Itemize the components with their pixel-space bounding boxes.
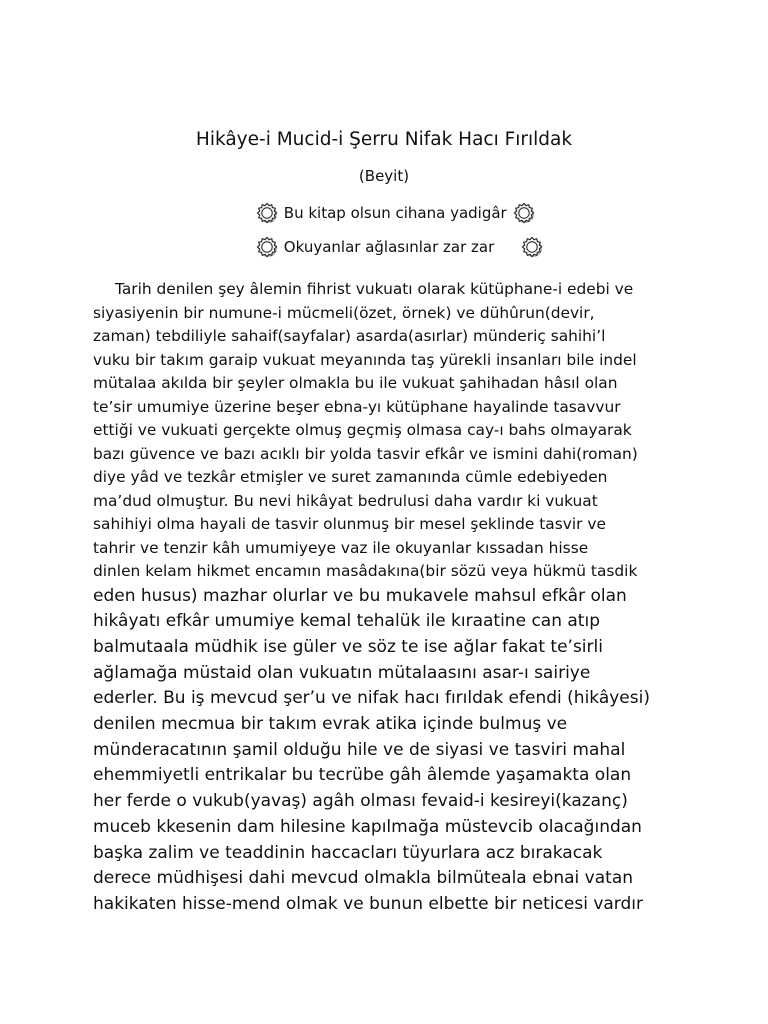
sun-ornament-icon bbox=[256, 202, 278, 224]
verse-line-2 bbox=[256, 234, 543, 258]
body-line: hikâyatı efkâr umumiye kemal tehalük ile kıraatine can atıp bbox=[93, 611, 600, 632]
body-line: siyasiyenin bir numune-i mücmeli(özet, örnek) ve dühûrun(devir, bbox=[93, 303, 595, 322]
body-line: ederler. Bu iş mevcud şer’u ve nifak hacı fırıldak efendi (hikâyesi) bbox=[93, 688, 650, 709]
body-line: muceb kkesenin dam hilesine kapılmağa müstevcib olacağından bbox=[93, 816, 642, 837]
body-paragraph bbox=[93, 278, 693, 918]
body-line: zaman) tebdiliyle sahaif(sayfalar) asarda(asırlar) münderiç sahihi’l bbox=[93, 327, 606, 345]
document-subtitle: (Beyit) bbox=[358, 167, 410, 185]
sun-ornament-icon bbox=[513, 202, 535, 224]
body-line: eden husus) mazhar olurlar ve bu mukavele mahsul efkâr olan bbox=[93, 585, 627, 606]
document-title: Hikâye-i Mucid-i Şerru Nifak Hacı Fırıldak bbox=[195, 129, 573, 150]
body-line: ma’dud olmuştur. Bu nevi hikâyat bedrulusi daha vardır ki vukuat bbox=[93, 491, 598, 510]
body-line: te’sir umumiye üzerine beşer ebna-yı kütüphane hayalinde tasavvur bbox=[93, 397, 621, 416]
body-line: bazı güvence ve bazı acıklı bir yolda tasvir efkâr ve ismini dahi(roman) bbox=[93, 444, 638, 463]
body-line: dinlen kelam hikmet encamın masâdakına(bir sözü veya hükmü tasdik bbox=[93, 562, 638, 580]
body-line: derece müdhişesi dahi mevcud olmakla bilmüteala ebnai vatan bbox=[93, 868, 634, 889]
body-line: Tarih denilen şey âlemin fihrist vukuatı olarak kütüphane-i edebi ve bbox=[115, 280, 634, 298]
body-line: mütalaa akılda bir şeyler olmakla bu ile vukuat şahihadan hâsıl olan bbox=[93, 374, 618, 392]
body-line: sahihiyi olma hayali de tasvir olunmuş bir mesel şeklinde tasvir ve bbox=[93, 515, 606, 533]
body-line: hakikaten hisse-mend olmak ve bunun elbette bir neticesi vardır bbox=[93, 893, 644, 914]
body-line: başka zalim ve teaddinin haccacları tüyurlara acz bırakacak bbox=[93, 842, 603, 863]
verse-line-1 bbox=[256, 200, 535, 224]
verse-text: Bu kitap olsun cihana yadigâr bbox=[283, 203, 507, 222]
body-line: vuku bir takım garaip vukuat meyanında taş yürekli insanları bile indel bbox=[93, 350, 637, 369]
body-line: diye yâd ve tezkâr etmişler ve suret zamanında cümle edebiyeden bbox=[93, 468, 608, 486]
verse-text: Okuyanlar ağlasınlar zar zar bbox=[283, 237, 495, 256]
body-line: balmutaala müdhik ise güler ve söz te ise ağlar fakat te’sirli bbox=[93, 636, 603, 657]
body-line: ağlamağa müstaid olan vukuatın mütalaasını asar-ı sairiye bbox=[93, 662, 591, 683]
body-line: tahrir ve tenzir kâh umumiyeye vaz ile okuyanlar kıssadan hisse bbox=[93, 538, 589, 557]
body-line: denilen mecmua bir takım evrak atika içinde bulmuş ve bbox=[93, 714, 568, 735]
body-line: münderacatının şamil olduğu hile ve de siyasi ve tasviri mahal bbox=[93, 739, 626, 760]
sun-ornament-icon bbox=[521, 236, 543, 258]
body-line: ehemmiyetli entrikalar bu tecrübe gâh âlemde yaşamakta olan bbox=[93, 765, 632, 786]
body-line: ettiği ve vukuati gerçekte olmuş geçmiş olmasa cay-ı bahs olmayarak bbox=[93, 421, 632, 439]
body-line: her ferde o vukub(yavaş) agâh olması fevaid-i kesireyi(kazanç) bbox=[93, 791, 628, 812]
sun-ornament-icon bbox=[256, 236, 278, 258]
